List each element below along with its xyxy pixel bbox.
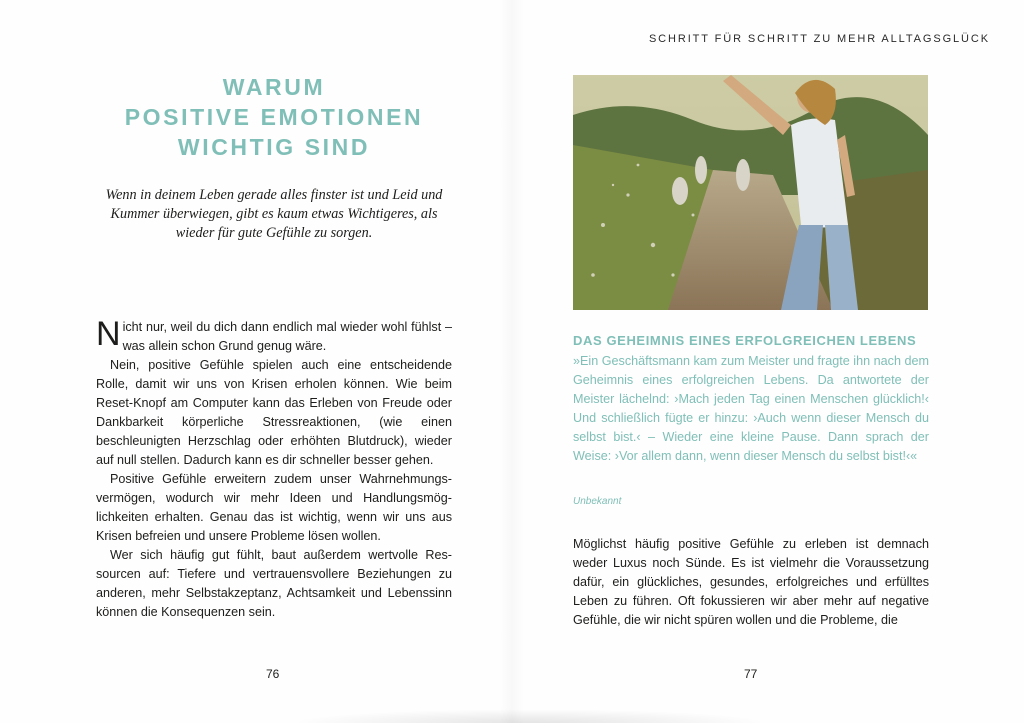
right-body-text: Möglichst häufig positive Gefühle zu erleben ist demnach weder Luxus noch Sünde. Es ist vielmehr die Voraussetzung dafür, ein glückliches, gesundes, erfolgreiches und erfülltes Leben zu führen. Oft fokussieren wir aber mehr auf negative Gefühle, die wir nicht spüren wollen und die Probleme, die bbox=[573, 537, 929, 627]
running-head: SCHRITT FÜR SCHRITT ZU MEHR ALLTAGSGLÜCK bbox=[648, 33, 990, 45]
chapter-title bbox=[96, 72, 452, 162]
bottom-shadow bbox=[290, 709, 770, 723]
paragraph bbox=[96, 315, 452, 356]
page-number-left: 76 bbox=[266, 667, 280, 681]
paragraph: Wer sich häufig gut fühlt, baut außerdem wertvolle Ressourcen auf: Tiefere und vertrauensvollere Beziehungen zu anderen, mehr Selbstakzeptanz, Achtsamkeit und Lebenssinn können die Konsequenzen sein. bbox=[96, 548, 452, 619]
paragraph: Nein, positive Gefühle spielen auch eine entscheidende Rolle, damit wir uns von Krisen erholen können. Wie beim Reset-Knopf am Computer kann das Erleben von Freude oder Dankbarkeit körperliche Stressreaktionen, (wie einen beschleunigten Herzschlag oder erhöhten Blutdruck), wieder auf null stellen. Dadurch kann es dir schneller besser gehen. bbox=[96, 358, 452, 467]
drop-cap: N bbox=[96, 315, 121, 353]
chapter-title-line-3: WICHTIG SIND bbox=[177, 134, 371, 160]
paragraph-text: icht nur, weil du dich dann endlich mal wieder wohl fühlst – was allein schon Grund genug wäre. bbox=[122, 320, 452, 353]
quote-author: Unbekannt bbox=[573, 496, 622, 507]
chapter-title-line-1: WARUM bbox=[222, 74, 326, 100]
photo-image-icon bbox=[573, 75, 928, 310]
left-body-text bbox=[96, 315, 452, 622]
book-gutter bbox=[500, 0, 524, 723]
paragraph: Positive Gefühle erweitern zudem unser Wahrnehmungsvermögen, wodurch wir mehr Ideen und Handlungsmöglichkeiten erhalten. Genau das ist wichtig, wenn wir uns aus Krisen befreien und unsere Probleme lösen wollen. bbox=[96, 472, 452, 543]
quote-heading: DAS GEHEIMNIS EINES ERFOLGREICHEN LEBENS bbox=[573, 333, 917, 348]
chapter-intro: Wenn in deinem Leben gerade alles finster ist und Leid und Kummer überwiegen, gibt es kaum etwas Wichtigeres, als wieder für gute Gefühle zu sorgen. bbox=[105, 187, 443, 241]
chapter-title-line-2: POSITIVE EMOTIONEN bbox=[124, 104, 424, 130]
page-number-right: 77 bbox=[744, 667, 758, 681]
quote-text: »Ein Geschäftsmann kam zum Meister und fragte ihn nach dem Geheimnis eines erfolgreichen Lebens. Da antwortete der Meister lächelnd: ›Mach jeden Tag einen Menschen glücklich!‹ Und schließlich fügte er hinzu: ›Auch wenn dieser Mensch du selbst bist.‹ – Wieder eine kleine Pause. Dann sprach der Weise: ›Vor allem dann, wenn dieser Mensch du selbst bist!‹« bbox=[573, 354, 929, 463]
